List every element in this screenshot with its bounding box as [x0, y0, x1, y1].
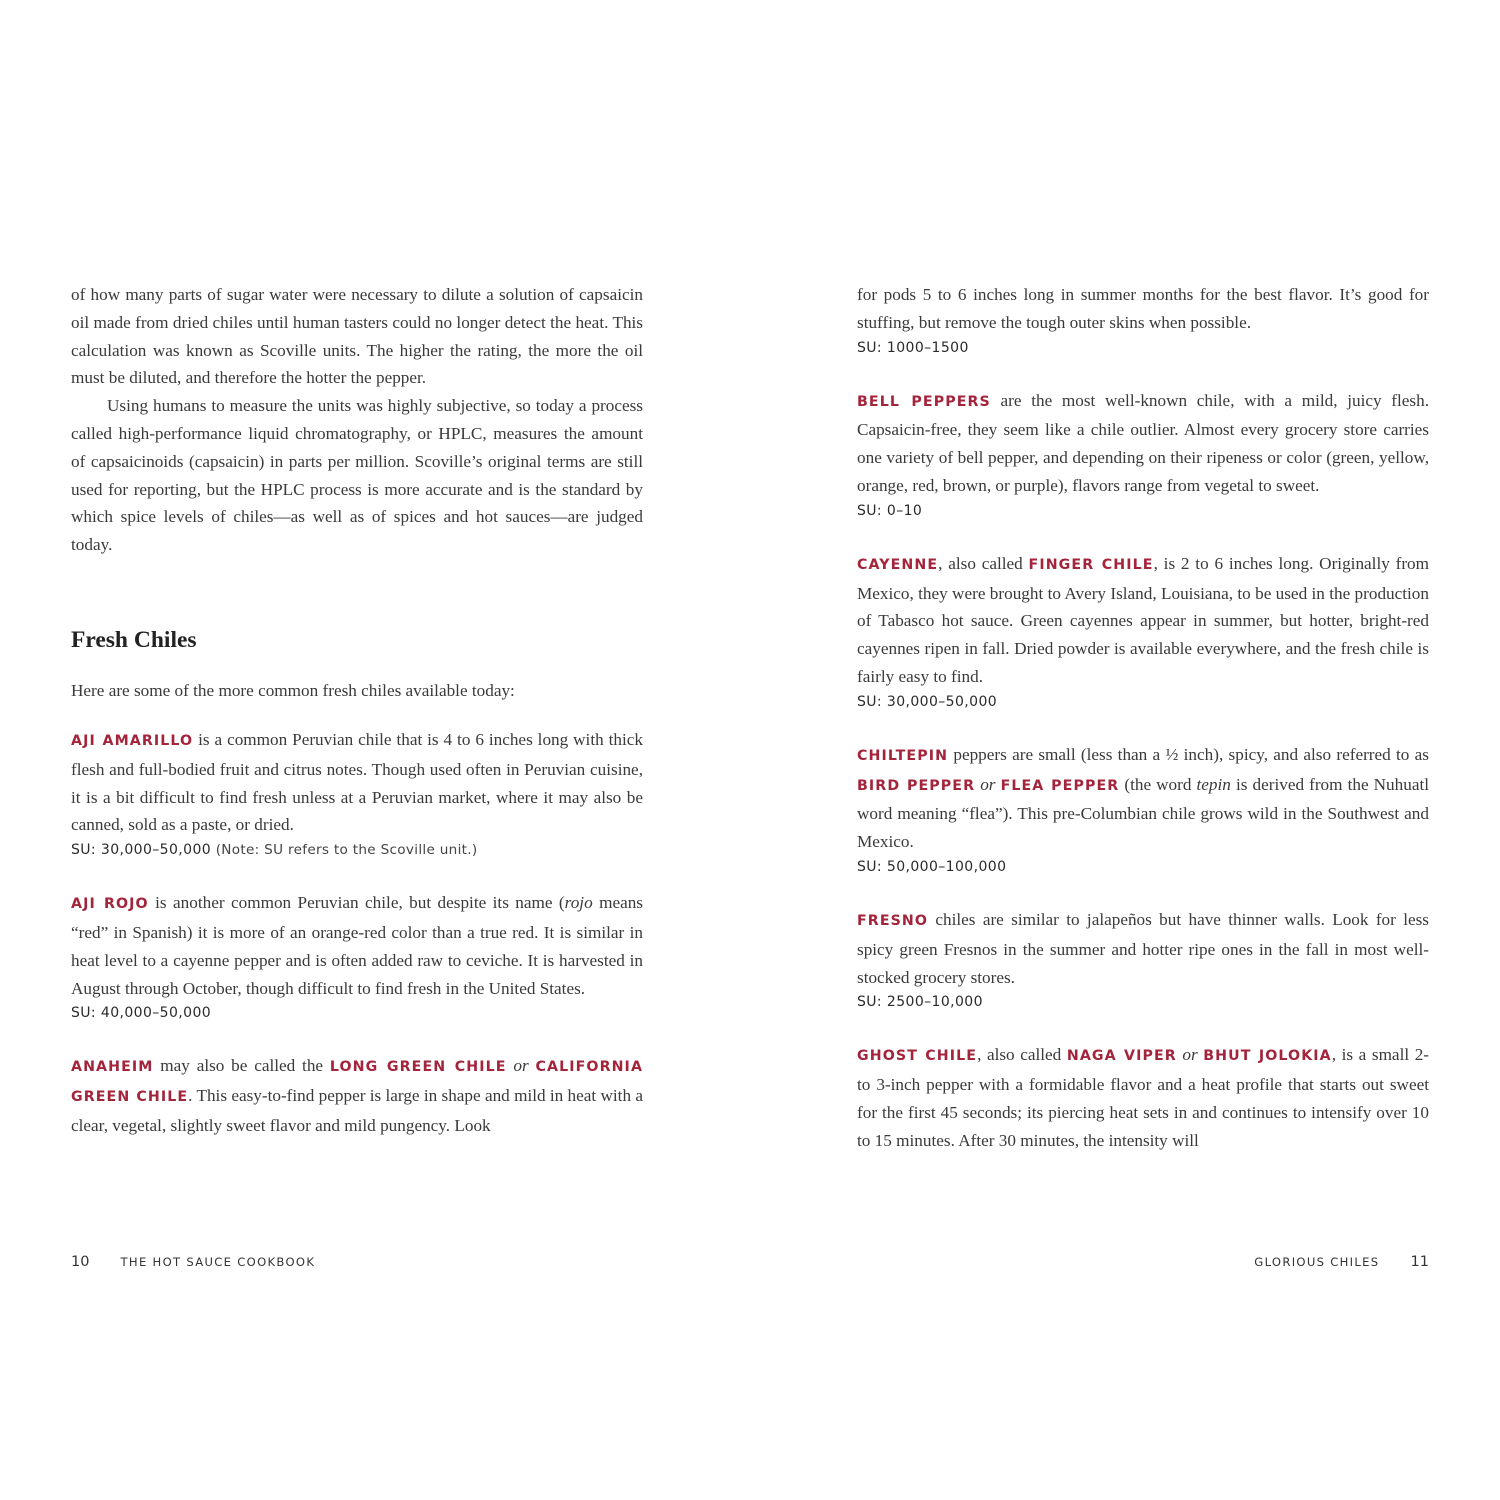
description-text: chiles are similar to jalapeños but have thinner walls. Look for less spicy green Fresnos in the summer and hotter ripe ones in the fall in most well-stocked grocery stores. — [857, 909, 1429, 987]
scoville-rating: SU: 0–10 — [857, 502, 923, 519]
chile-description — [857, 387, 1429, 500]
scoville-rating — [71, 839, 643, 861]
chile-alias: BHUT JOLOKIA — [1203, 1048, 1332, 1065]
chile-name: GHOST CHILE — [857, 1048, 978, 1065]
chile-entry-aji-amarillo — [71, 726, 643, 861]
chile-description — [71, 1052, 643, 1139]
chile-description — [857, 1041, 1429, 1154]
page-number: 10 — [71, 1254, 90, 1270]
or-word: or — [980, 774, 996, 794]
description-text: is derived from the Nuhuatl word meaning “flea”). This pre-Columbian chile grows wild in the Southwest and Mexico. — [857, 774, 1430, 852]
chile-alias: BIRD PEPPER — [857, 777, 976, 794]
description-text: means “red” in Spanish) it is more of an orange-red color than a true red. It is similar in heat level to a cayenne pepper and is often added raw to ceviche. It is harvested in August through October, though difficult to find fresh in the United States. — [71, 893, 643, 998]
chile-alias: LONG GREEN CHILE — [329, 1059, 507, 1076]
chile-entry-aji-rojo — [71, 889, 643, 1024]
chile-description — [71, 726, 643, 839]
left-page — [71, 281, 644, 1135]
chile-description — [71, 889, 643, 1002]
chile-entry-chiltepin — [857, 741, 1429, 878]
body-paragraph: Using humans to measure the units was highly subjective, so today a process called high-performance liquid chromatography, or HPLC, measures the amount of capsaicinoids (capsaicin) in parts per million. Scoville’s original terms are still used for reporting, but the HPLC process is more accurate and is the standard by which spice levels of chiles—as well as of spices and hot sauces—are judged today. — [71, 396, 643, 555]
scoville-rating: SU: 2500–10,000 — [857, 994, 983, 1011]
description-text: , also called — [938, 553, 1029, 573]
description-text: . This easy-to-find pepper is large in shape and mild in heat with a clear, vegetal, slightly sweet flavor and mild pungency. Look — [71, 1086, 643, 1135]
chile-description — [857, 741, 1429, 856]
chile-entries — [71, 726, 643, 1140]
chile-name: AJI AMARILLO — [71, 733, 194, 749]
chile-name: ANAHEIM — [71, 1059, 154, 1076]
description-text: is another common Peruvian chile, but despite its name ( — [148, 893, 565, 913]
scoville-note: (Note: SU refers to the Scoville unit.) — [211, 842, 478, 859]
chile-alias: FINGER CHILE — [1028, 556, 1154, 573]
description-text: , is a small 2- to 3-inch pepper with a formidable flavor and a heat profile that starts out sweet for the first 45 seconds; its piercing heat sets in and continues to intensify over 10 to 15 minutes. After 30 minutes, the intensity will — [857, 1045, 1430, 1150]
description-text: is a common Peruvian chile that is 4 to 6 inches long with thick flesh and full-bodied fruit and citrus notes. Though used often in Peruvian cuisine, it is a bit difficult to find fresh unless at a Peruvian market, where it may also be canned, sold as a paste, or dried. — [71, 730, 643, 835]
chile-name: CHILTEPIN — [857, 747, 949, 764]
chile-description: for pods 5 to 6 inches long in summer months for the best flavor. It’s good for stuffing, but remove the tough outer skins when possible. — [857, 285, 1429, 332]
description-text: (the word — [1119, 774, 1197, 794]
scoville-rating: SU: 50,000–100,000 — [857, 858, 1007, 875]
description-text: , also called — [977, 1045, 1067, 1065]
or-word: or — [513, 1056, 529, 1076]
page-number: 11 — [1410, 1254, 1429, 1270]
chile-alias: FLEA PEPPER — [1000, 777, 1120, 794]
italic-word: rojo — [564, 893, 593, 913]
chile-name: FRESNO — [857, 912, 929, 929]
chile-alias: NAGA VIPER — [1066, 1048, 1177, 1065]
scoville-rating: SU: 1000–1500 — [857, 339, 969, 356]
right-footer — [1254, 1251, 1429, 1270]
chile-description — [857, 550, 1429, 691]
chile-name: AJI ROJO — [71, 896, 149, 913]
right-page — [857, 281, 1429, 1155]
chile-entry-ghost-chile — [857, 1041, 1429, 1154]
chile-entry-cayenne — [857, 550, 1429, 713]
scoville-rating: SU: 40,000–50,000 — [71, 1005, 212, 1022]
or-word: or — [1182, 1045, 1198, 1065]
scoville-rating: SU: 30,000–50,000 — [857, 693, 998, 710]
running-title: GLORIOUS CHILES — [1254, 1255, 1380, 1269]
chile-entry-fresno — [857, 906, 1429, 1013]
left-footer — [71, 1251, 315, 1270]
chile-name: BELL PEPPERS — [857, 393, 991, 410]
section-heading: Fresh Chiles — [71, 627, 197, 653]
description-text: are the most well-known chile, with a mild, juicy flesh. Capsaicin-free, they seem like a chile outlier. Almost every grocery store carries one variety of bell pepper, and depending on their ripeness or color (green, yellow, orange, red, brown, or purple), flavors range from vegetal to sweet. — [857, 390, 1429, 495]
chile-alias: CALIFORNIA GREEN CHILE — [71, 1059, 644, 1106]
description-text: may also be called the — [153, 1056, 330, 1076]
section-intro: Here are some of the more common fresh chiles available today: — [71, 681, 515, 700]
chile-entry-anaheim — [71, 1052, 643, 1139]
running-title: THE HOT SAUCE COOKBOOK — [120, 1255, 316, 1269]
description-text: , is 2 to 6 inches long. Originally from Mexico, they were brought to Avery Island, Louisiana, to be used in the production of Tabasco hot sauce. Green cayennes appear in summer, but hotter, bright-red cayennes ripen in fall. Dried powder is available everywhere, and the fresh chile is fairly easy to find. — [857, 553, 1430, 686]
scoville-value: SU: 30,000–50,000 — [71, 842, 212, 859]
body-paragraph: of how many parts of sugar water were necessary to dilute a solution of capsaicin oil made from dried chiles until human tasters could no longer detect the heat. This calculation was known as Scoville units. The higher the rating, the more the oil must be diluted, and therefore the hotter the pepper. — [71, 285, 643, 388]
italic-word: tepin — [1196, 774, 1231, 794]
chile-description — [857, 906, 1429, 991]
chile-name: CAYENNE — [857, 556, 939, 573]
chile-entry-anaheim-continued — [857, 281, 1429, 359]
chile-entry-bell-peppers — [857, 387, 1429, 522]
description-text: peppers are small (less than a ½ inch), spicy, and also referred to as — [948, 744, 1429, 764]
